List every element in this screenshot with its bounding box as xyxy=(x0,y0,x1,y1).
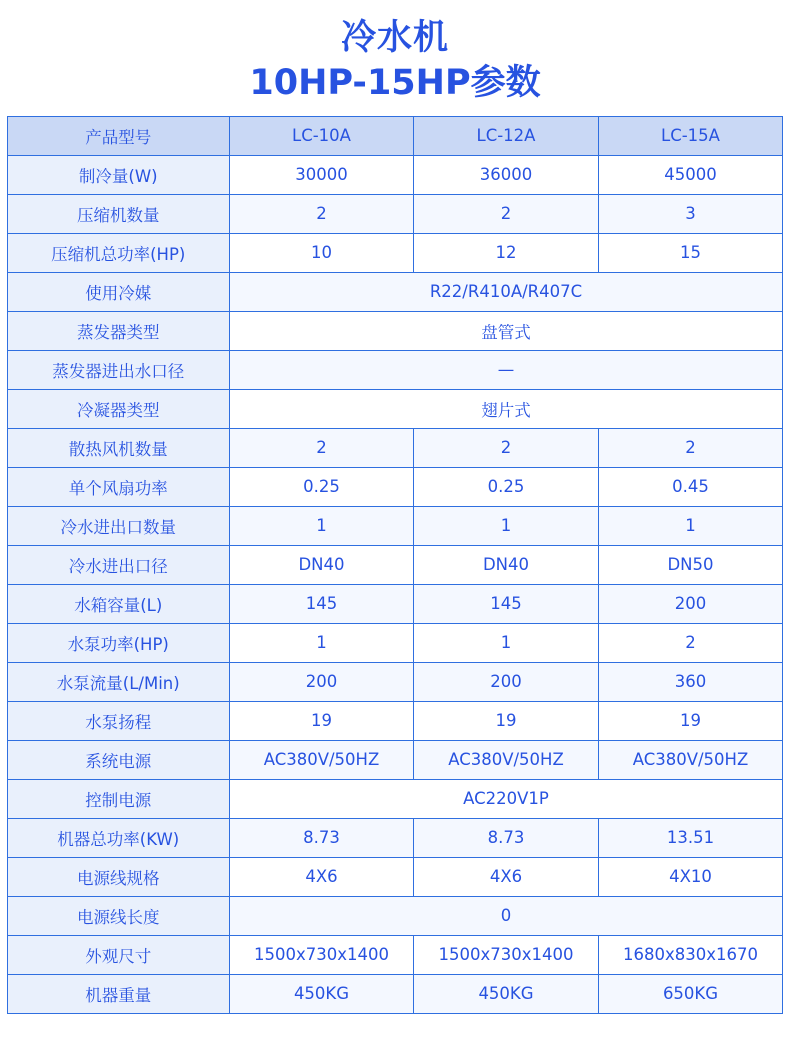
row-value-2: 1 xyxy=(414,506,599,545)
row-value-2: 0.25 xyxy=(414,467,599,506)
row-value-1: DN40 xyxy=(229,545,414,584)
row-label: 外观尺寸 xyxy=(7,935,229,974)
title-line-1: 冷水机 xyxy=(340,18,449,58)
row-value-1: 10 xyxy=(229,233,414,272)
row-value-3: AC380V/50HZ xyxy=(598,740,783,779)
row-label: 电源线规格 xyxy=(7,857,229,896)
table-row xyxy=(7,740,783,779)
row-label: 机器总功率(KW) xyxy=(7,818,229,857)
row-value-1: 450KG xyxy=(229,974,414,1013)
table-row xyxy=(7,779,783,818)
row-value-1: AC380V/50HZ xyxy=(229,740,414,779)
header-product-model: 产品型号 xyxy=(7,116,229,155)
row-label: 使用冷媒 xyxy=(7,272,229,311)
row-value-2: 145 xyxy=(414,584,599,623)
row-value-1: 19 xyxy=(229,701,414,740)
row-value-2: 4X6 xyxy=(414,857,599,896)
table-header-row xyxy=(7,116,783,155)
row-value-2: 1 xyxy=(414,623,599,662)
row-value-3: DN50 xyxy=(598,545,783,584)
row-value-1: 145 xyxy=(229,584,414,623)
table-row xyxy=(7,701,783,740)
row-value-2: 36000 xyxy=(414,155,599,194)
row-value-2: 450KG xyxy=(414,974,599,1013)
row-value-1: 2 xyxy=(229,194,414,233)
row-value-3: 19 xyxy=(598,701,783,740)
row-label: 蒸发器类型 xyxy=(7,311,229,350)
table-body xyxy=(7,155,783,1013)
table-row xyxy=(7,935,783,974)
row-label: 压缩机数量 xyxy=(7,194,229,233)
table-row xyxy=(7,974,783,1013)
title-line-2: 10HP-15HP参数 xyxy=(249,62,541,103)
row-value-3: 15 xyxy=(598,233,783,272)
row-value-1: 0.25 xyxy=(229,467,414,506)
row-value-2: 1500x730x1400 xyxy=(414,935,599,974)
table-row xyxy=(7,545,783,584)
table-row xyxy=(7,857,783,896)
row-label: 冷凝器类型 xyxy=(7,389,229,428)
table-row xyxy=(7,311,783,350)
row-label: 水泵功率(HP) xyxy=(7,623,229,662)
row-value-merged: 翅片式 xyxy=(229,389,783,428)
row-value-3: 1680x830x1670 xyxy=(598,935,783,974)
table-row xyxy=(7,467,783,506)
table-row xyxy=(7,662,783,701)
table-row xyxy=(7,194,783,233)
row-value-3: 2 xyxy=(598,428,783,467)
table-header xyxy=(7,116,783,155)
row-value-1: 1 xyxy=(229,623,414,662)
row-value-merged: — xyxy=(229,350,783,389)
row-value-1: 2 xyxy=(229,428,414,467)
row-value-3: 200 xyxy=(598,584,783,623)
row-value-2: 8.73 xyxy=(414,818,599,857)
table-row xyxy=(7,623,783,662)
row-value-1: 1500x730x1400 xyxy=(229,935,414,974)
row-label: 散热风机数量 xyxy=(7,428,229,467)
row-value-2: 19 xyxy=(414,701,599,740)
row-label: 水泵流量(L/Min) xyxy=(7,662,229,701)
row-value-3: 3 xyxy=(598,194,783,233)
header-model-2: LC-12A xyxy=(414,116,599,155)
header-model-1: LC-10A xyxy=(229,116,414,155)
row-label: 控制电源 xyxy=(7,779,229,818)
row-value-3: 360 xyxy=(598,662,783,701)
table-row xyxy=(7,155,783,194)
row-label: 电源线长度 xyxy=(7,896,229,935)
row-value-3: 45000 xyxy=(598,155,783,194)
row-label: 水箱容量(L) xyxy=(7,584,229,623)
table-row xyxy=(7,584,783,623)
row-label: 蒸发器进出水口径 xyxy=(7,350,229,389)
row-label: 冷水进出口数量 xyxy=(7,506,229,545)
row-value-3: 2 xyxy=(598,623,783,662)
row-value-2: 2 xyxy=(414,428,599,467)
table-row xyxy=(7,896,783,935)
row-value-2: 12 xyxy=(414,233,599,272)
table-row xyxy=(7,233,783,272)
row-value-merged: 0 xyxy=(229,896,783,935)
row-value-1: 30000 xyxy=(229,155,414,194)
row-label: 冷水进出口径 xyxy=(7,545,229,584)
table-row xyxy=(7,506,783,545)
row-value-1: 8.73 xyxy=(229,818,414,857)
row-label: 系统电源 xyxy=(7,740,229,779)
row-value-1: 4X6 xyxy=(229,857,414,896)
row-label: 压缩机总功率(HP) xyxy=(7,233,229,272)
row-value-3: 4X10 xyxy=(598,857,783,896)
row-value-merged: AC220V1P xyxy=(229,779,783,818)
row-value-2: 2 xyxy=(414,194,599,233)
row-label: 机器重量 xyxy=(7,974,229,1013)
row-value-2: AC380V/50HZ xyxy=(414,740,599,779)
row-value-merged: R22/R410A/R407C xyxy=(229,272,783,311)
table-row xyxy=(7,818,783,857)
row-value-3: 13.51 xyxy=(598,818,783,857)
page-title xyxy=(0,0,790,116)
row-value-2: 200 xyxy=(414,662,599,701)
row-value-merged: 盘管式 xyxy=(229,311,783,350)
row-label: 制冷量(W) xyxy=(7,155,229,194)
table-row xyxy=(7,272,783,311)
specification-table xyxy=(7,116,784,1014)
row-value-3: 650KG xyxy=(598,974,783,1013)
table-row xyxy=(7,389,783,428)
row-value-1: 200 xyxy=(229,662,414,701)
header-model-3: LC-15A xyxy=(598,116,783,155)
row-value-1: 1 xyxy=(229,506,414,545)
row-label: 单个风扇功率 xyxy=(7,467,229,506)
row-value-2: DN40 xyxy=(414,545,599,584)
table-row xyxy=(7,428,783,467)
row-label: 水泵扬程 xyxy=(7,701,229,740)
row-value-3: 1 xyxy=(598,506,783,545)
row-value-3: 0.45 xyxy=(598,467,783,506)
table-row xyxy=(7,350,783,389)
